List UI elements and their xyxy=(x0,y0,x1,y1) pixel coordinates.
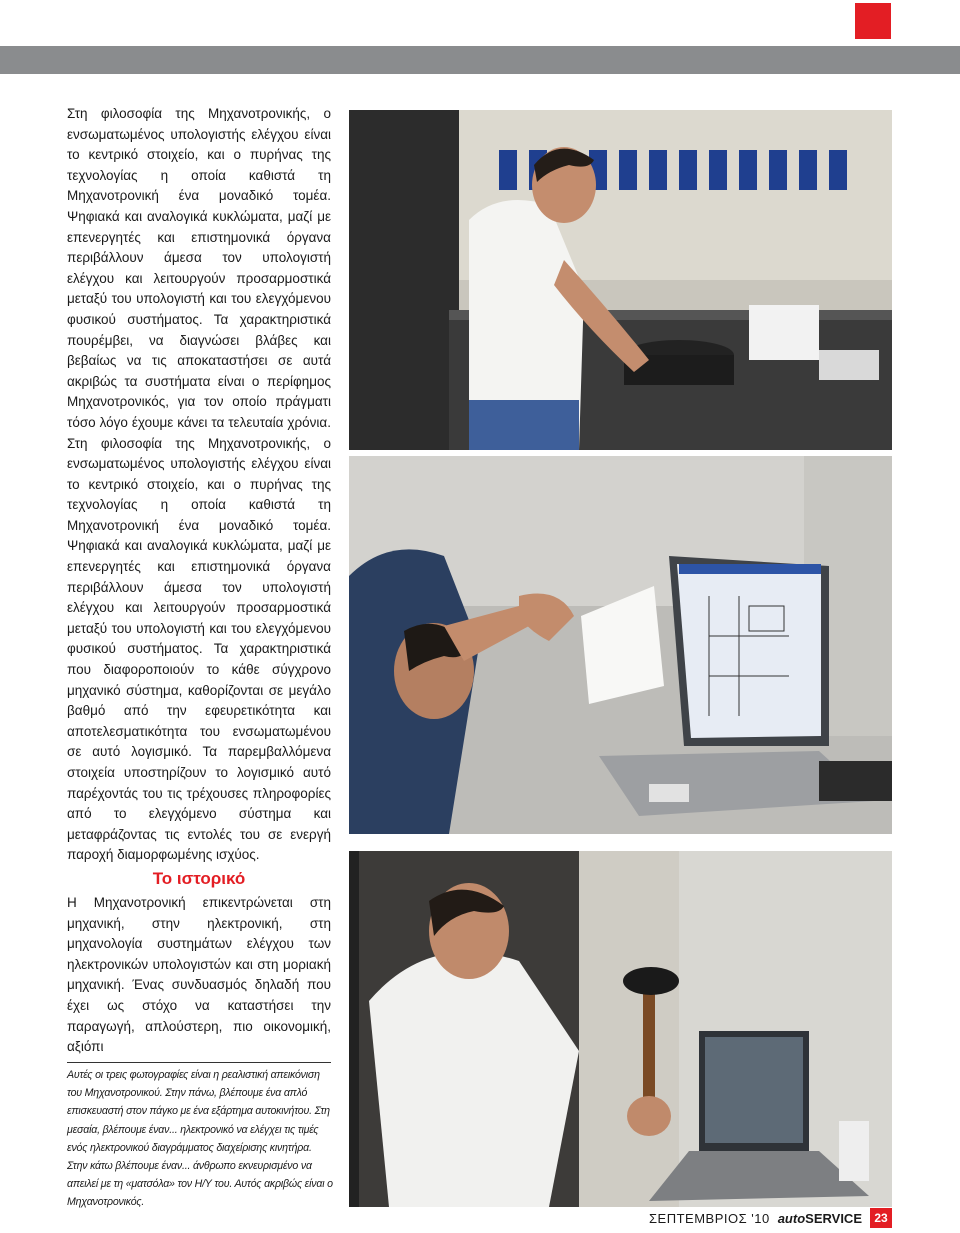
brand-suffix: SERVICE xyxy=(805,1210,862,1226)
photo-caption: Αυτές οι τρεις φωτογραφίες είναι η ρεαλιστική απεικόνιση του Μηχανοτρονικού. Στην πάνω, βλέπουμε ένα απλό επισκευαστή στον πάγκο με ένα εξάρτημα αυτοκινήτου. Στη μεσαία, βλέπουμε έναν... ηλεκτρονικό να ελέγχει τις τιμές ενός ηλεκτρονικού διαγράμματος διαχείρισης κινητήρα. Στην κάτω βλέπουμε έναν... άνθρωπο εκνευρισμένο να απειλεί με τη «ματσόλα» τον Η/Υ του. Αυτός ακριβώς είναι ο Μηχανοτρονικός. xyxy=(67,1069,333,1209)
corner-marker xyxy=(855,3,891,39)
article-body xyxy=(67,104,331,866)
photo-workbench xyxy=(349,110,892,450)
page-number: 23 xyxy=(870,1208,892,1228)
page-footer xyxy=(649,1208,892,1228)
issue-date: ΣΕΠΤΕΜΒΡΙΟΣ '10 xyxy=(649,1210,770,1226)
caption-divider xyxy=(67,1062,331,1063)
history-text: Η Μηχανοτρονική επικεντρώνεται στη μηχανική, στην ηλεκτρονική, στη μηχανολογία συστημάτων ελέγχου των ηλεκτρονικών υπολογιστών και στη μοριακή μηχανική. Ένας συνδυασμός δηλαδή που έχει ως στόχο να καταστήσει την παραγωγή, απλούστερη, πιο οικονομική, αξιόπι xyxy=(67,895,331,1055)
magazine-brand xyxy=(778,1211,862,1226)
section-heading: Το ιστορικό xyxy=(152,869,246,888)
header-band xyxy=(0,46,960,74)
history-paragraph xyxy=(67,893,331,1058)
body-paragraph: Στη φιλοσοφία της Μηχανοτρονικής, ο ενσωματωμένος υπολογιστής ελέγχου είναι το κεντρικό στοιχείο, και ο πυρήνας της τεχνολογίας η οποία καθιστά τη Μηχανοτρονική ένα μοναδικό τομέα. Ψηφιακά και αναλογικά κυκλώματα, μαζί με επενεργητές και επιστημονικά όργανα περιβάλλουν άμεσα τον υπολογιστή ελέγχου και λειτουργούν προσαρμοστικά μεταξύ του υπολογιστή και του ελεγχόμενου φυσικού συστήματος. Τα χαρακτηριστικά πουρέμβει, να διαγνώσει βλάβες και βεβαίως να τις αποκαταστήσει σε αυτά ακριβώς τα συστήματα είναι ο περίφημος Μηχανοτρονικός, για τον οποίο πράγματι τόσο λόγο έχουμε κάνει τα τελευταία χρόνια. Στη φιλοσοφία της Μηχανοτρονικής, ο ενσωματωμένος υπολογιστής ελέγχου είναι το κεντρικό στοιχείο, και ο πυρήνας της τεχνολογίας η οποία καθιστά τη Μηχανοτρονική ένα μοναδικό τομέα. Ψηφιακά και αναλογικά κυκλώματα, μαζί με επενεργητές και επιστημονικά όργανα περιβάλλουν άμεσα τον υπολογιστή ελέγχου και λειτουργούν προσαρμοστικά μεταξύ του υπολογιστή και του ελεγχόμενου φυσικού συστήματος. Τα χαρακτηριστικά που διαφοροποιούν το κάθε σύγχρονο μηχανικό σύστημα, καθορίζονται σε μεγάλο βαθμό από την εφευρετικότητα και αποτελεσματικότητα του ενσωματωμένου σε αυτό λογισμικό. Τα παρεμβαλλόμενα στοιχεία υποστηρίζουν το λογισμικό αυτό παρέχοντάς του τις τρέχουσες πληροφορίες από το ελεγχόμενο σύστημα και μεταφράζοντας τις εντολές του σε ενεργή παροχή διαμορφωμένης ισχύος. xyxy=(67,106,331,863)
brand-prefix: auto xyxy=(777,1210,806,1226)
photo-laptop-diagram xyxy=(349,456,892,834)
photo-mallet xyxy=(349,851,892,1207)
